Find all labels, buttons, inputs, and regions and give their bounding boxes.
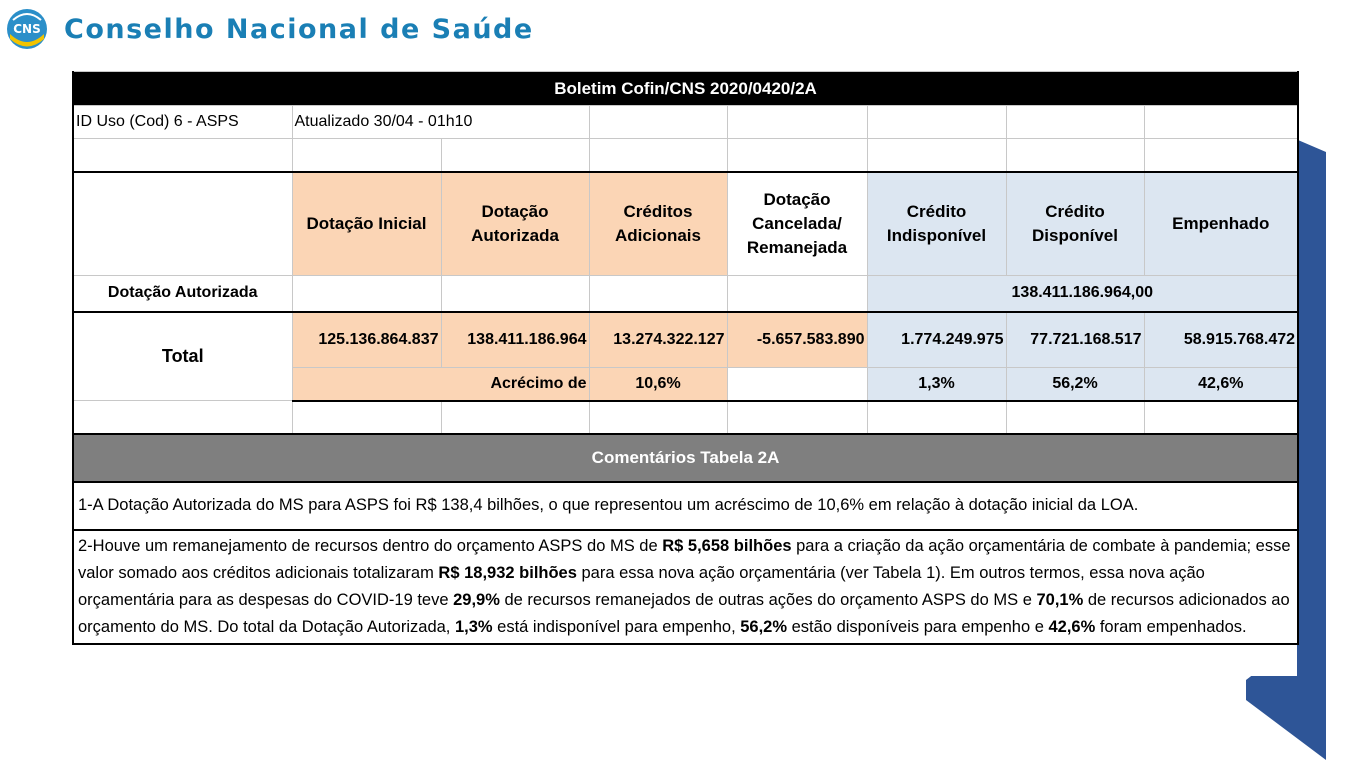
total-dotacao-autorizada: 138.411.186.964 [441,312,589,368]
col-creditos-adicionais: Créditos Adicionais [589,172,727,276]
id-uso: ID Uso (Cod) 6 - ASPS [73,106,292,139]
boletim-title: Boletim Cofin/CNS 2020/0420/2A [73,72,1298,106]
comments-header-row [73,434,1298,482]
svg-text:CNS: CNS [13,22,41,36]
pct-credito-indisponivel: 1,3% [867,368,1006,401]
col-empenhado: Empenhado [1144,172,1298,276]
dotacao-autorizada-row [73,276,1298,312]
pct-credito-disponivel: 56,2% [1006,368,1144,401]
total-row [73,312,1298,368]
title-row [73,72,1298,106]
spacer-row-2 [73,401,1298,434]
cns-logo [4,6,50,52]
total-empenhado: 58.915.768.472 [1144,312,1298,368]
spacer-row [73,139,1298,172]
comment-2: 2-Houve um remanejamento de recursos dentro do orçamento ASPS do MS de R$ 5,658 bilhões para a criação da ação orçamentária de combate à pandemia; esse valor somado aos créditos adicionais totalizaram R$ 18,932 bilhões para essa nova ação orçamentária (ver Tabela 1). Em outros termos, essa nova ação orçamentária para as despesas do COVID-19 teve 29,9% de recursos remanejados de outras ações do orçamento ASPS do MS e 70,1% de recursos adicionados ao orçamento do MS. Do total da Dotação Autorizada, 1,3% está indisponível para empenho, 56,2% estão disponíveis para empenho e 42,6% foram empenhados. [73,530,1298,644]
comment-2-row [73,530,1298,644]
dotacao-autorizada-value: 138.411.186.964,00 [867,276,1298,312]
total-dotacao-inicial: 125.136.864.837 [292,312,441,368]
boletim-table [72,71,1299,645]
acrescimo-value: 10,6% [589,368,727,401]
col-dotacao-cancelada: Dotação Cancelada/ Remanejada [727,172,867,276]
col-dotacao-inicial: Dotação Inicial [292,172,441,276]
total-dotacao-cancelada: -5.657.583.890 [727,312,867,368]
col-credito-disponivel: Crédito Disponível [1006,172,1144,276]
boletim-sheet [72,71,1297,676]
comments-title: Comentários Tabela 2A [73,434,1298,482]
dotacao-autorizada-label: Dotação Autorizada [73,276,292,312]
total-credito-indisponivel: 1.774.249.975 [867,312,1006,368]
col-credito-indisponivel: Crédito Indisponível [867,172,1006,276]
comment-1-row [73,482,1298,530]
column-header-row [73,172,1298,276]
info-row [73,106,1298,139]
total-label: Total [73,312,292,401]
total-credito-disponivel: 77.721.168.517 [1006,312,1144,368]
org-name: Conselho Nacional de Saúde [64,13,534,45]
page-header [4,6,534,52]
col-dotacao-autorizada: Dotação Autorizada [441,172,589,276]
pct-empenhado: 42,6% [1144,368,1298,401]
comment-1: 1-A Dotação Autorizada do MS para ASPS foi R$ 138,4 bilhões, o que representou um acréscimo de 10,6% em relação à dotação inicial da LOA. [73,482,1298,530]
atualizado: Atualizado 30/04 - 01h10 [292,106,589,139]
acrescimo-label: Acrécimo de [292,368,589,401]
total-creditos-adicionais: 13.274.322.127 [589,312,727,368]
